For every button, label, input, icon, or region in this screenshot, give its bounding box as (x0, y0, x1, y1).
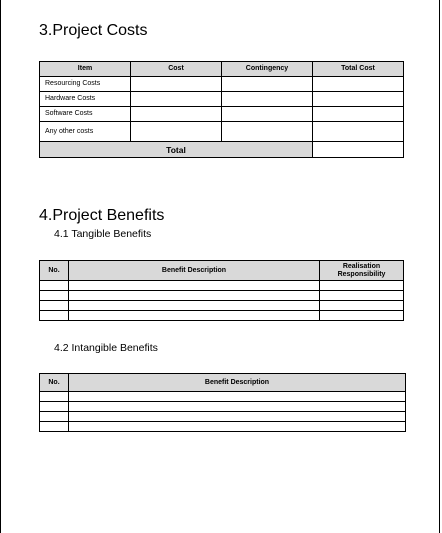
section-heading-project-benefits: 4.Project Benefits (39, 207, 165, 224)
column-header-cost: Cost (131, 62, 222, 77)
total-cost-cell (313, 107, 404, 122)
column-header-realisation-responsibility: Realisation Responsibility (320, 261, 404, 281)
row-label-other-costs: Any other costs (40, 122, 131, 142)
intangible-benefits-table (39, 373, 406, 432)
total-row (40, 142, 404, 158)
tangible-header-row (40, 261, 404, 281)
table-row (40, 107, 404, 122)
table-row (40, 412, 406, 422)
table-row (40, 311, 404, 321)
table-row (40, 422, 406, 432)
column-header-benefit-description: Benefit Description (69, 261, 320, 281)
subheading-tangible-benefits: 4.1 Tangible Benefits (54, 228, 152, 240)
total-label: Total (40, 142, 313, 158)
column-header-no: No. (40, 261, 69, 281)
costs-header-row (40, 62, 404, 77)
table-row (40, 92, 404, 107)
cost-cell (131, 77, 222, 92)
column-header-item: Item (40, 62, 131, 77)
cost-cell (131, 107, 222, 122)
contingency-cell (222, 122, 313, 142)
total-cost-cell (313, 77, 404, 92)
contingency-cell (222, 92, 313, 107)
column-header-benefit-description: Benefit Description (69, 374, 406, 392)
table-row (40, 291, 404, 301)
contingency-cell (222, 107, 313, 122)
column-header-no: No. (40, 374, 69, 392)
row-label-resourcing-costs: Resourcing Costs (40, 77, 131, 92)
table-row (40, 301, 404, 311)
subheading-intangible-benefits: 4.2 Intangible Benefits (54, 342, 158, 354)
table-row (40, 77, 404, 92)
total-cost-cell (313, 92, 404, 107)
section-heading-project-costs: 3.Project Costs (39, 22, 148, 39)
intangible-header-row (40, 374, 406, 392)
tangible-benefits-table (39, 260, 404, 321)
column-header-contingency: Contingency (222, 62, 313, 77)
table-row (40, 122, 404, 142)
row-label-hardware-costs: Hardware Costs (40, 92, 131, 107)
total-cost-cell (313, 122, 404, 142)
table-row (40, 402, 406, 412)
project-costs-table (39, 61, 404, 158)
grand-total-cell (313, 142, 404, 158)
cost-cell (131, 122, 222, 142)
row-label-software-costs: Software Costs (40, 107, 131, 122)
column-header-total-cost: Total Cost (313, 62, 404, 77)
cost-cell (131, 92, 222, 107)
table-row (40, 392, 406, 402)
contingency-cell (222, 77, 313, 92)
table-row (40, 281, 404, 291)
